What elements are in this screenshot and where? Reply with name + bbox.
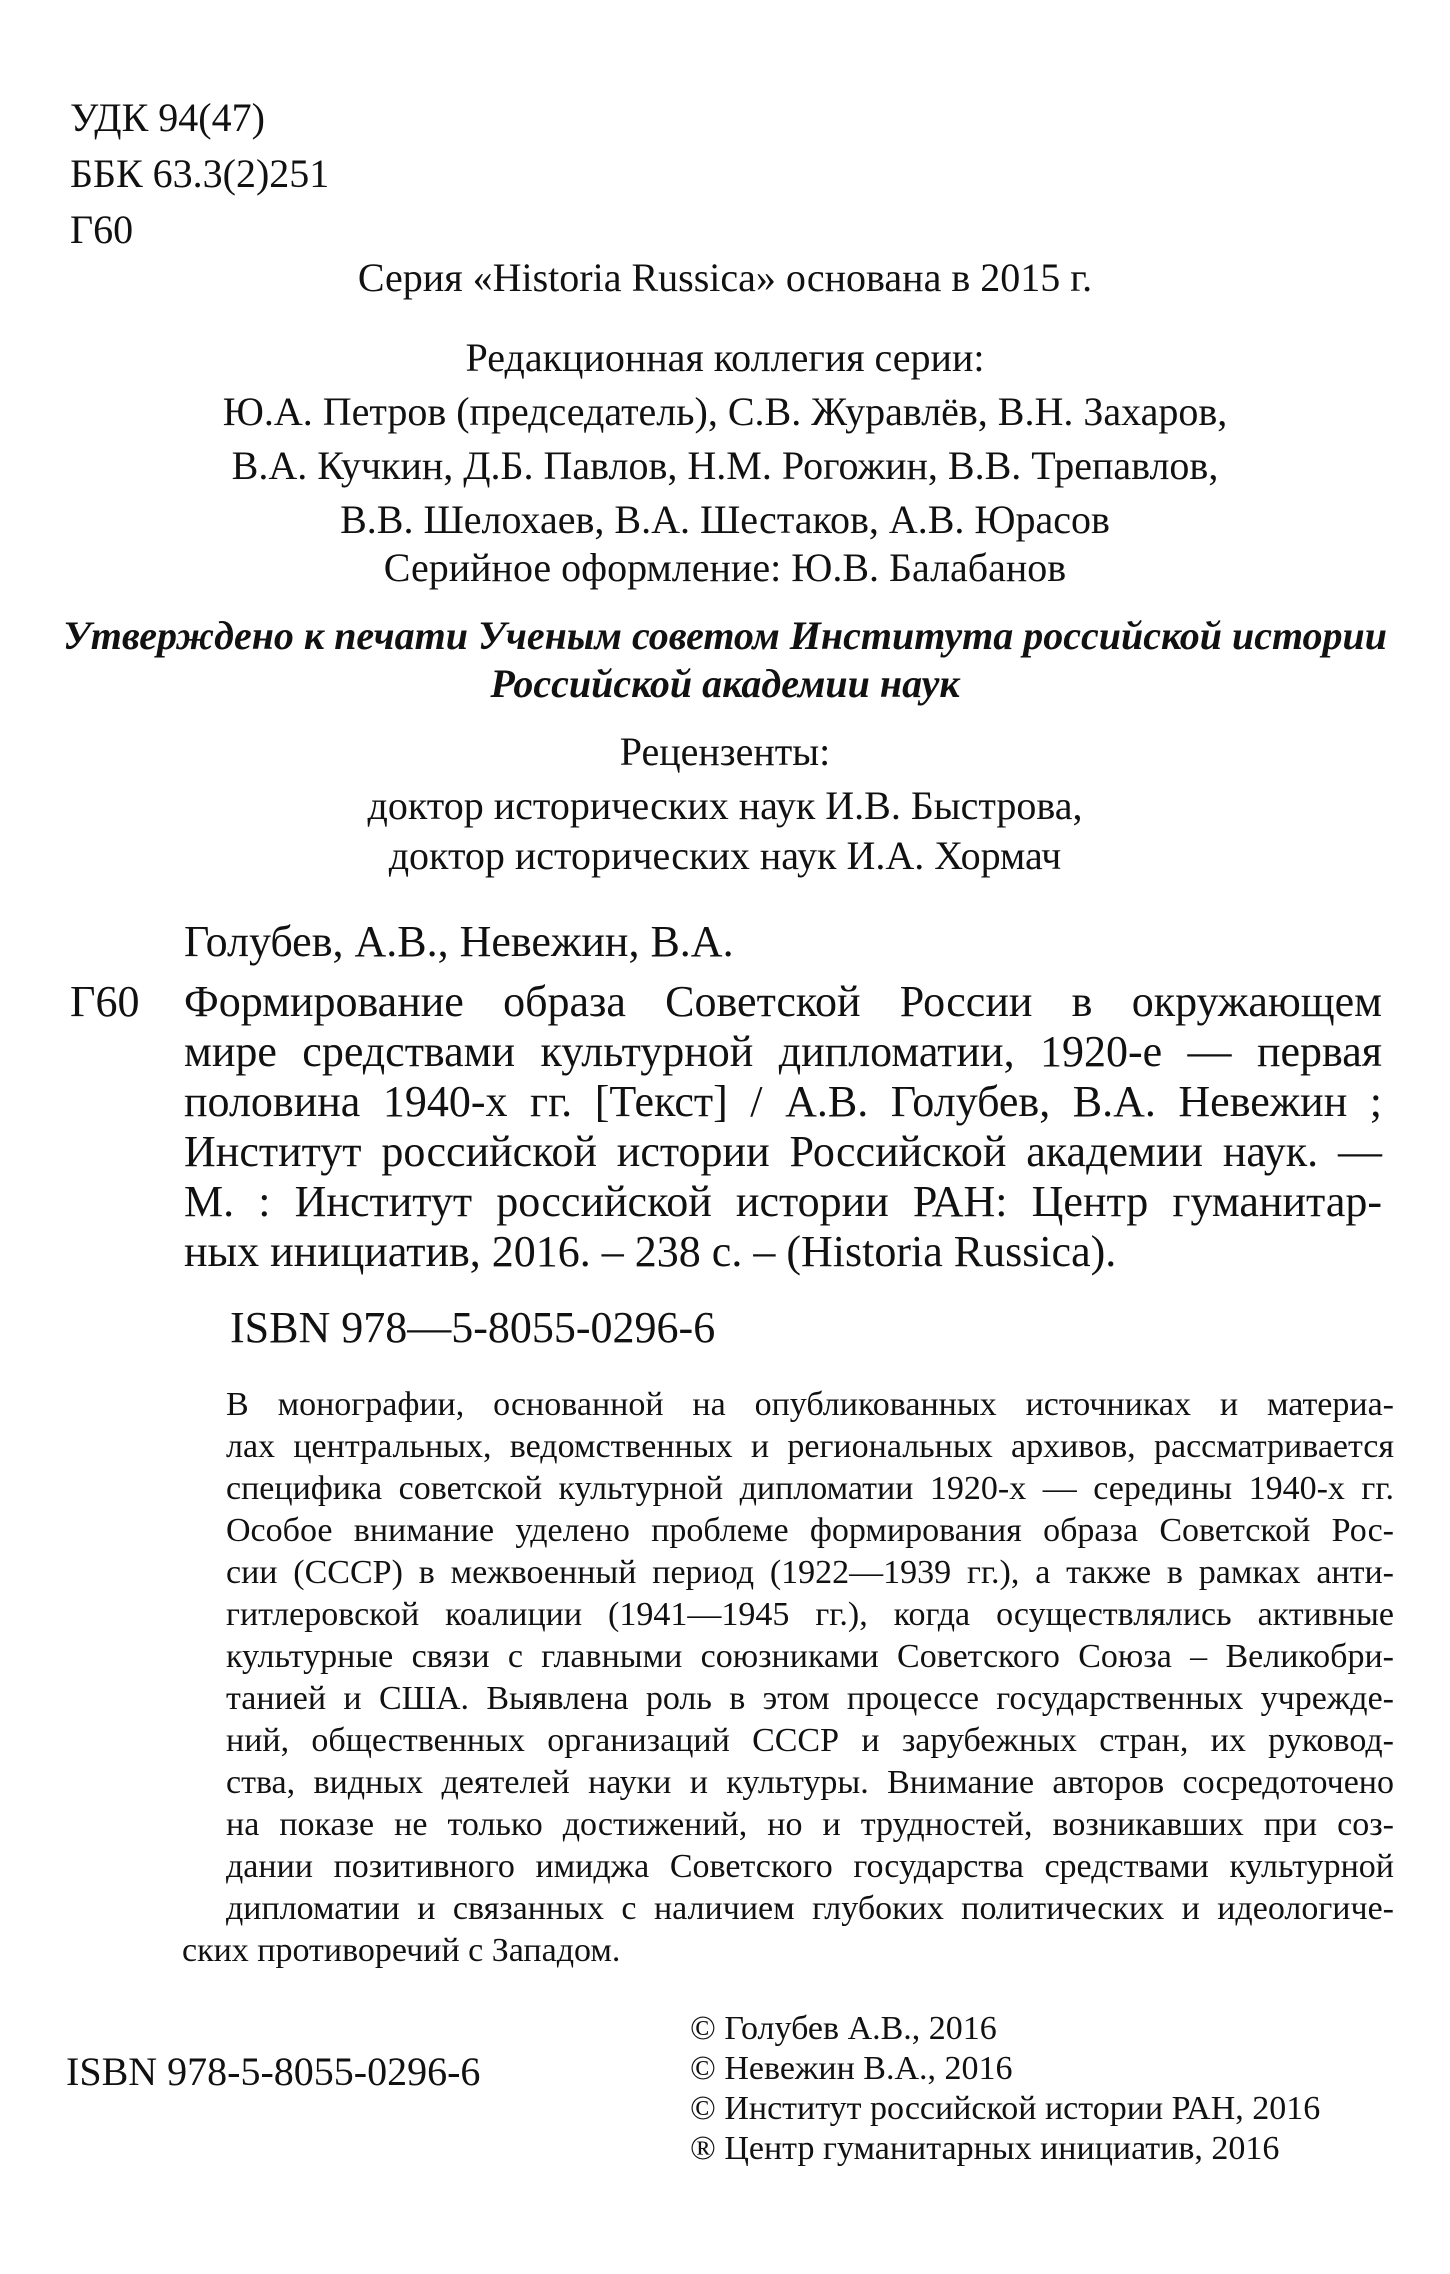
bibliography-code: Г60 xyxy=(70,977,140,1026)
abstract-line: на показе не только достижений, но и трудностей, возникавших при соз- xyxy=(226,1806,1394,1843)
abstract-line: ний, общественных организаций СССР и зарубежных стран, их руковод- xyxy=(226,1722,1394,1759)
abstract-line: сии (СССР) в межвоенный период (1922—1939 гг.), а также в рамках анти- xyxy=(226,1554,1394,1591)
abstract-line: дании позитивного имиджа Советского государства средствами культурной xyxy=(226,1848,1394,1885)
bibliography-line: Формирование образа Советской России в окружающем xyxy=(184,977,1382,1026)
bibliography-line: мире средствами культурной дипломатии, 1920-е — первая xyxy=(184,1027,1382,1076)
editorial-board-line: Ю.А. Петров (председатель), С.В. Журавлёв, В.Н. Захаров, xyxy=(222,389,1228,434)
bibliography-isbn: ISBN 978—5-8055-0296-6 xyxy=(230,1303,716,1352)
bibliography-line: ных инициатив, 2016. – 238 с. – (Historia Russica). xyxy=(184,1227,1117,1276)
abstract-line: культурные связи с главными союзниками Советского Союза – Великобри- xyxy=(226,1638,1394,1675)
udk-code: УДК 94(47) xyxy=(70,95,265,140)
copyright-line: © Голубев А.В., 2016 xyxy=(690,2010,997,2047)
copyright-line: ® Центр гуманитарных инициатив, 2016 xyxy=(690,2130,1280,2167)
approval-line: Российской академии наук xyxy=(490,661,960,706)
abstract-line: Особое внимание уделено проблеме формирования образа Советской Рос- xyxy=(226,1512,1394,1549)
editorial-board-title: Редакционная коллегия серии: xyxy=(465,335,985,380)
reviewer-line: доктор исторических наук И.А. Хормач xyxy=(388,833,1062,878)
abstract-line: дипломатии и связанных с наличием глубоких политических и идеологиче- xyxy=(226,1890,1394,1927)
abstract-line: ства, видных деятелей науки и культуры. Внимание авторов сосредоточено xyxy=(226,1764,1394,1801)
bibliography-line: половина 1940-х гг. [Текст] / А.В. Голубев, В.А. Невежин ; xyxy=(184,1077,1382,1126)
bibliography-line: М. : Институт российской истории РАН: Центр гуманитар- xyxy=(184,1177,1382,1226)
abstract-line: лах центральных, ведомственных и региональных архивов, рассматривается xyxy=(226,1428,1394,1465)
footer-isbn: ISBN 978-5-8055-0296-6 xyxy=(66,2049,481,2094)
bibliography-authors: Голубев, А.В., Невежин, В.А. xyxy=(184,917,734,966)
copyright-line: © Институт российской истории РАН, 2016 xyxy=(690,2090,1321,2127)
bibliography-line: Институт российской истории Российской академии наук. — xyxy=(184,1127,1382,1176)
abstract-line: специфика советской культурной дипломатии 1920-х — середины 1940-х гг. xyxy=(226,1470,1394,1507)
approval-line: Утверждено к печати Ученым советом Института российской истории xyxy=(62,613,1388,658)
abstract-line: ских противоречий с Западом. xyxy=(182,1932,621,1969)
abstract-line: гитлеровской коалиции (1941—1945 гг.), когда осуществлялись активные xyxy=(226,1596,1394,1633)
editorial-board-line: В.В. Шелохаев, В.А. Шестаков, А.В. Юрасов xyxy=(340,497,1110,542)
copyright-line: © Невежин В.А., 2016 xyxy=(690,2050,1013,2087)
reviewers-title: Рецензенты: xyxy=(619,729,831,774)
author-mark-code: Г60 xyxy=(70,207,134,252)
abstract-line: танией и США. Выявлена роль в этом процессе государственных учрежде- xyxy=(226,1680,1394,1717)
bbk-code: ББК 63.3(2)251 xyxy=(70,151,330,196)
abstract-line: В монографии, основанной на опубликованных источниках и материа- xyxy=(226,1386,1394,1423)
series-design-credit: Серийное оформление: Ю.В. Балабанов xyxy=(383,545,1067,590)
reviewer-line: доктор исторических наук И.В. Быстрова, xyxy=(367,783,1083,828)
series-founded: Серия «Historia Russica» основана в 2015 г. xyxy=(357,255,1093,300)
editorial-board-line: В.А. Кучкин, Д.Б. Павлов, Н.М. Рогожин, В.В. Трепавлов, xyxy=(231,443,1219,488)
